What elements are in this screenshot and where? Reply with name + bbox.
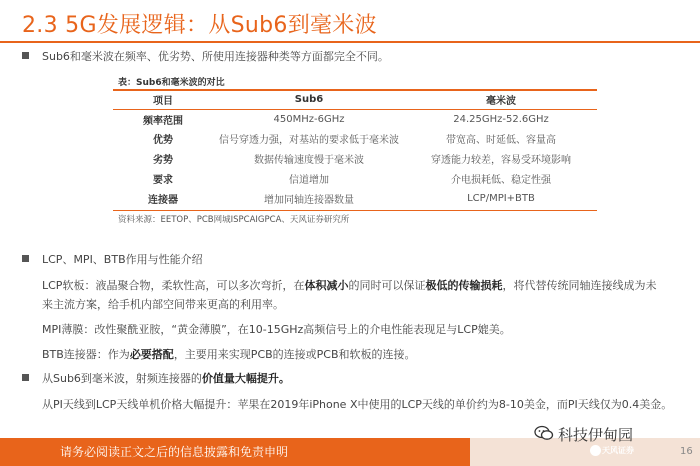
header-cell: 项目 — [153, 96, 173, 107]
text-run: ，将代替传统同轴连接线成为未 — [502, 279, 657, 292]
paragraph-btb — [42, 346, 416, 362]
table-bottom-rule — [113, 210, 597, 211]
table-header-rule — [113, 109, 597, 110]
table-cell: 24.25GHz-52.6GHz — [453, 114, 549, 125]
brand-logo-text: 天风证券 — [602, 446, 634, 455]
table-cell: 带宽高、时延低、容量高 — [446, 135, 556, 146]
table-source: 资料来源：EETOP、PCB网城ISPCAIGPCA、天风证券研究所 — [118, 215, 350, 225]
table-cell: 信道增加 — [289, 175, 329, 186]
paragraph-lcp-line2: 来主流方案，给手机内部空间带来更高的利用率。 — [42, 298, 284, 311]
table-cell: 450MHz-6GHz — [273, 114, 345, 125]
text-run: BTB连接器：作为 — [42, 348, 130, 361]
table-cell: 信号穿透力强，对基站的要求低于毫米波 — [219, 135, 399, 146]
table-cell: 劣势 — [153, 155, 173, 166]
bullet-text-3 — [42, 370, 290, 386]
table-cell: 增加同轴连接器数量 — [264, 195, 354, 206]
emphasis-text: 价值量大幅提升。 — [201, 372, 290, 385]
page-title: 2.3 5G发展逻辑：从Sub6到毫米波 — [22, 13, 377, 38]
watermark-text: 科技伊甸园 — [558, 426, 634, 444]
table-cell: 频率范围 — [143, 116, 183, 127]
bullet-square-icon — [22, 255, 29, 262]
table-cell: LCP/MPI+BTB — [467, 193, 535, 204]
page-number: 16 — [680, 446, 693, 457]
table-cell: 穿透能力较差，容易受环境影响 — [431, 155, 571, 166]
paragraph-price: 从PI天线到LCP天线单机价格大幅提升：苹果在2019年iPhone X中使用的LCP天线的单价约为8-10美金，而PI天线仅为0.4美金。 — [42, 398, 673, 411]
header-cell: Sub6 — [294, 94, 324, 105]
table-cell: 数据传输速度慢于毫米波 — [254, 155, 364, 166]
text-run: 的同时可以保证 — [348, 279, 426, 292]
bullet-square-icon — [22, 374, 29, 381]
paragraph-lcp-line1 — [42, 277, 656, 293]
table-row — [113, 150, 597, 167]
emphasis-text: 体积减小 — [304, 279, 349, 292]
emphasis-text: 必要搭配 — [129, 348, 174, 361]
table-row — [113, 190, 597, 207]
table-cell: 介电损耗低、稳定性强 — [451, 175, 551, 186]
text-run: ，主要用来实现PCB的连接或PCB和软板的连接。 — [173, 348, 416, 361]
bullet-square-icon — [22, 52, 29, 59]
table-row — [113, 170, 597, 187]
table-header-row — [113, 90, 597, 109]
wechat-icon — [534, 425, 554, 441]
brand-logo-icon — [590, 445, 601, 456]
table-row — [113, 130, 597, 147]
bullet-text-1: Sub6和毫米波在频率、优劣势、所使用连接器种类等方面都完全不同。 — [42, 50, 389, 63]
emphasis-text: 极低的传输损耗 — [425, 279, 503, 292]
footer-disclaimer: 请务必阅读正文之后的信息披露和免责申明 — [60, 445, 289, 459]
title-underline — [0, 41, 700, 43]
bullet-text-2: LCP、MPI、BTB作用与性能介绍 — [42, 253, 203, 266]
table-cell: 连接器 — [148, 195, 178, 206]
text-run: LCP软板：液晶聚合物，柔软性高，可以多次弯折，在 — [42, 279, 305, 292]
table-cell: 要求 — [153, 175, 173, 186]
text-run: 从Sub6到毫米波，射频连接器的 — [42, 372, 202, 385]
paragraph-mpi: MPI薄膜：改性聚酰亚胺，“黄金薄膜”，在10-15GHz高频信号上的介电性能表现足与LCP媲美。 — [42, 323, 511, 336]
table-cell: 优势 — [153, 135, 173, 146]
header-cell: 毫米波 — [486, 96, 516, 107]
table-row — [113, 111, 597, 128]
table-caption: 表：Sub6和毫米波的对比 — [118, 78, 225, 88]
